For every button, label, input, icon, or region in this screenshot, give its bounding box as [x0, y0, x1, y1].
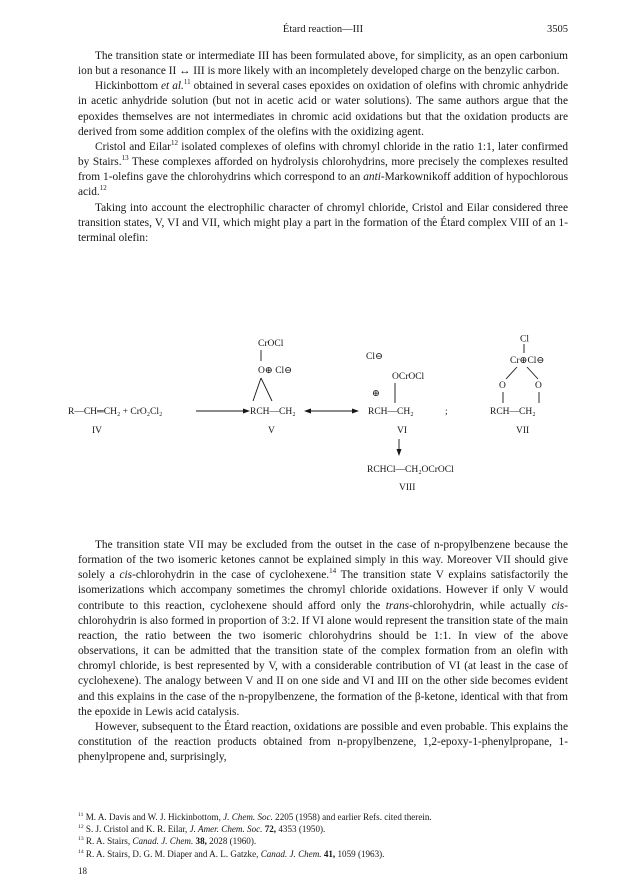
reactant-formula: R—CH═CH₂ + CrO₂Cl₂ [68, 407, 163, 417]
footnote-references [78, 811, 568, 860]
reference-volume: 41, [321, 848, 336, 859]
v-base: RCH—CH₂ [250, 407, 296, 417]
text-run: cis [119, 569, 133, 582]
paragraph-3 [78, 140, 568, 201]
reference-journal: J. Amer. Chem. Soc. [189, 824, 263, 835]
text-run: These complexes afforded on hydrolysis chlorohydrins, more precisely the complexes resulted from 1-olefins gave the chlorohydrins which correspond to an [78, 156, 569, 184]
resonance-arrow-head-right [352, 409, 359, 414]
reference-entry [78, 811, 568, 823]
reaction-scheme [68, 333, 578, 523]
text-run: et al. [161, 80, 184, 93]
text-run: trans [385, 599, 410, 612]
reference-entry [78, 848, 568, 860]
reference-number: 14 [78, 848, 84, 855]
vii-oxygen-left: O [499, 381, 506, 391]
reference-authors: M. A. Davis and W. J. Hickinbottom, [83, 812, 224, 822]
text-run: cis [551, 599, 565, 612]
paragraph-5 [78, 538, 568, 720]
reference-details: 2028 (1960). [206, 836, 257, 847]
running-title: Étard reaction—III [282, 24, 364, 35]
text-run: -chlorohydrin in the case of cyclohexene. [132, 569, 330, 582]
paragraph-4: Taking into account the electrophilic character of chromyl chloride, Cristol and Eilar considered three transition states, V, VI and VII, which might play a part in the formation of the Étard complex VIII of an 1-terminal olefin: [78, 201, 568, 244]
product-formula: RCHCl—CH₂OCrOCl [367, 465, 454, 475]
reference-journal: Canad. J. Chem. [260, 848, 322, 859]
vi-charge: ⊕ [372, 389, 380, 399]
page-number: 3505 [547, 24, 568, 35]
scheme-separator: ; [445, 407, 448, 417]
vi-chloride: Cl⊖ [366, 352, 383, 362]
reaction-scheme-drawing [68, 333, 578, 523]
reference-number: 13 [78, 836, 84, 843]
text-run: isolated complexes of olefins with chromyl chloride in the ratio 1:1, later confirmed by Stairs. [78, 140, 568, 169]
vii-bond [506, 367, 517, 379]
footer-number: 18 [78, 866, 87, 876]
text-run: anti [363, 171, 381, 184]
reference-authors: R. A. Stairs, D. G. M. Diaper and A. L. Gatzke, [83, 848, 261, 859]
reference-volume: 38, [193, 836, 207, 847]
reference-volume: 72, [262, 824, 277, 835]
reference-details: 4353 (1950). [276, 824, 326, 835]
vi-base: RCH—CH₂ [368, 407, 414, 417]
reference-number: 11 [78, 811, 84, 818]
text-run: obtained in several cases epoxides on oxidation of olefins with chromic anhydride in acetic anhydride solution (but not in acetic acid or water solutions). The same authors argue that the epoxides themselves are not intermediates in chromic acid oxidations but that the oxidation products are derived from some addition complex of the olefins with the oxidizing agent. [78, 80, 568, 138]
label-iv: IV [92, 426, 103, 436]
paragraph-1: The transition state or intermediate III has been formulated above, for simplicity, as an open carbonium ion but a resonance II ↔ III is more likely with an incompletely developed charge on the benzylic carbon. [78, 50, 568, 78]
reference-details: 1059 (1963). [335, 848, 385, 859]
text-run: The transition state V explains satisfactorily the isomerizations which accompany sometimes the chromyl chloride oxidations. However if only V would contribute to this reaction, cyclohexene should afford only the [78, 569, 568, 612]
reference-mark: 12 [170, 139, 178, 148]
body-text-bottom [78, 538, 568, 765]
resonance-arrow-head-left [304, 409, 311, 414]
reference-mark: 11 [183, 78, 191, 87]
v-chromyl-group: CrOCl [258, 339, 284, 349]
body-text-top [78, 49, 568, 246]
vi-chromyl-ester: OCrOCl [392, 372, 425, 382]
vii-base: RCH—CH₂ [490, 407, 536, 417]
reference-entry [78, 835, 568, 847]
down-arrow-head [397, 449, 402, 456]
v-bond [253, 378, 261, 401]
v-bond [261, 378, 272, 401]
reference-authors: S. J. Cristol and K. R. Eilar, [83, 824, 190, 835]
text-run: Cristol and Eilar [95, 140, 171, 153]
reference-mark: 13 [121, 154, 129, 163]
reference-journal: J. Chem. Soc. [223, 812, 273, 822]
reference-entry [78, 823, 568, 835]
v-oxonium: O⊕ Cl⊖ [258, 366, 293, 376]
text-run: -chlorohydrin, while actually [409, 599, 552, 612]
vii-chlorine: Cl [520, 334, 529, 345]
reference-mark: 12 [99, 184, 107, 193]
text-run: -chlorohydrin is also formed in proportion of 3:2. If VI alone would represent the transition state of the main reaction, the ratio between the two isomeric chlorohydrins should be 1:1. In view of the above observations, it can be admitted that the transition state of the complex formation from an olefin with chromyl chloride, is best represented by V, with a considerable contribution of VI (at least in the case of cyclohexene). The analogy between V and II on one side and VI and III on the other side becomes evident and this explains in the case of the n-propylbenzene, the formation of the β-ketone, identical with that from the epoxide in Lewis acid catalysis. [78, 599, 568, 718]
forward-arrow-head [243, 409, 250, 414]
text-run: Hickinbottom [95, 80, 162, 93]
running-header [78, 24, 568, 40]
text-run: The transition state VII may be excluded from the outset in the case of n-propylbenzene because the formation of the two isomeric ketones cannot be explained simply in this way. Moreover VII should give solely a [78, 539, 568, 582]
paragraph-2 [78, 79, 568, 140]
vii-oxygen-right: O [535, 381, 542, 391]
vii-bond [527, 367, 538, 379]
text-run: -Markownikoff addition of hypochlorous acid. [78, 171, 568, 199]
label-viii: VIII [399, 483, 416, 493]
reference-number: 12 [78, 824, 84, 831]
label-vii: VII [516, 426, 530, 436]
label-v: V [268, 426, 275, 436]
reference-mark: 14 [329, 567, 337, 576]
label-vi: VI [397, 426, 408, 436]
reference-journal: Canad. J. Chem. [132, 836, 194, 847]
vii-chromium: Cr⊕Cl⊖ [510, 356, 545, 366]
paragraph-6: However, subsequent to the Étard reaction, oxidations are possible and even probable. This explains the constitution of the reaction products obtained from n-propylbenzene, 1,2-epoxy-1-phenylpropane, 1-phenylpropene and, surprisingly, [78, 720, 568, 764]
reference-details: 2205 (1958) and earlier Refs. cited therein. [272, 812, 432, 822]
reference-authors: R. A. Stairs, [83, 836, 133, 847]
